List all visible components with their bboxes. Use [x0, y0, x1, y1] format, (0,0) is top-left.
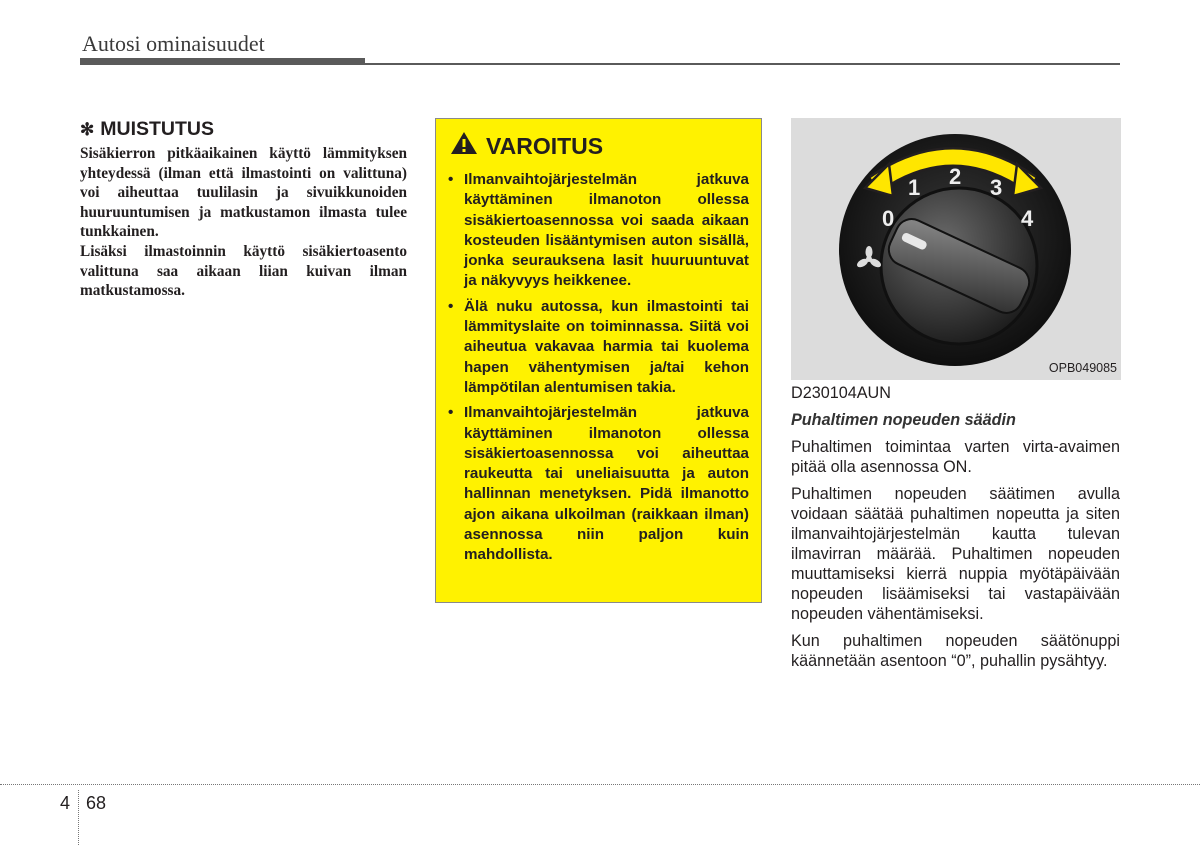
- page-header-title: Autosi ominaisuudet: [82, 31, 265, 56]
- warning-item-text: Älä nuku autossa, kun ilmastointi tai lämmityslaite on toiminnassa. Siitä voi aiheutua vakavaa harmia tai kuolema hapen vähentymisen ja/tai kehon lämpötilan alentumisen takia.: [464, 297, 749, 396]
- note-paragraph: Sisäkierron pitkäaikainen käyttö lämmityksen yhteydessä (ilman että ilmastointi on valittuna) voi aiheuttaa tuulilasin ja sivuikkunoiden huuruuntumisen ja matkustamon ilmasta tulee tunkkainen.: [80, 145, 407, 241]
- dial-label-3: 3: [990, 175, 1003, 200]
- section-paragraph: Puhaltimen toimintaa varten virta-avaimen pitää olla asennossa ON.: [791, 438, 1120, 476]
- footer-divider: [78, 790, 79, 845]
- warning-title: VAROITUS: [486, 132, 604, 159]
- section-paragraph: Kun puhaltimen nopeuden säätönuppi käännetään asentoon “0”, puhallin pysähtyy.: [791, 632, 1120, 670]
- note-title: MUISTUTUS: [100, 118, 214, 140]
- warning-triangle-icon: [450, 131, 478, 161]
- note-paragraph: Lisäksi ilmastoinnin käyttö sisäkiertoasento valittuna saa aikaan liian kuivan ilman matkustamossa.: [80, 242, 407, 300]
- warning-item-text: Ilmanvaihtojärjestelmän jatkuva käyttäminen ilmanoton ollessa sisäkiertoasennossa voi aiheuttaa raukeutta tai uneliaisuutta ja auton hallinnan menetyksen. Pidä ilmanotto ajon aikana ulkoilman (raikkaan ilman) asennossa niin paljon kuin mahdollista.: [464, 404, 749, 564]
- asterisk-icon: ✻: [80, 119, 95, 139]
- figure-code: OPB049085: [1048, 361, 1117, 375]
- warning-item-text: Ilmanvaihtojärjestelmän jatkuva käyttäminen ilmanoton ollessa sisäkiertoasennossa voi saada aikaan kosteuden lisääntymisen auton sisällä, jonka seurauksena lasit huuruuntuvat ja näkyvyys heikkenee.: [464, 171, 749, 290]
- section-heading: Puhaltimen nopeuden säädin: [791, 411, 1016, 429]
- dial-label-0: 0: [882, 206, 895, 231]
- chapter-number: 4: [60, 793, 71, 813]
- dial-label-2: 2: [949, 164, 962, 189]
- dial-label-1: 1: [908, 175, 921, 200]
- page-number: 68: [86, 793, 107, 813]
- header-bar: [80, 58, 365, 65]
- warning-box: [435, 118, 762, 603]
- header-rule: [365, 63, 1120, 65]
- section-paragraph: Puhaltimen nopeuden säätimen avulla voidaan säätää puhaltimen nopeutta ja siten ilmanvaihtojärjestelmän kautta tulevan ilmavirran määrää. Puhaltimen nopeuden muuttamiseksi kierrä nuppia myötäpäivään nopeuden lisäämiseksi tai vastapäivään nopeuden vähentämiseksi.: [791, 485, 1120, 623]
- dial-label-4: 4: [1021, 206, 1034, 231]
- note-heading: [80, 118, 407, 141]
- warning-item: [448, 403, 749, 565]
- footer-rule: [0, 784, 1200, 785]
- fan-speed-dial-figure: [791, 118, 1121, 380]
- warning-list: [448, 170, 749, 566]
- fan-speed-section: [791, 383, 1120, 678]
- bullet-icon: •: [448, 297, 454, 315]
- bullet-icon: •: [448, 404, 454, 422]
- fan-speed-dial-illustration: [791, 118, 1121, 380]
- warning-heading: [450, 131, 749, 161]
- warning-item: [448, 170, 749, 292]
- note-section: [80, 118, 407, 301]
- warning-item: [448, 297, 749, 398]
- reference-code: D230104AUN: [791, 384, 891, 402]
- bullet-icon: •: [448, 171, 454, 188]
